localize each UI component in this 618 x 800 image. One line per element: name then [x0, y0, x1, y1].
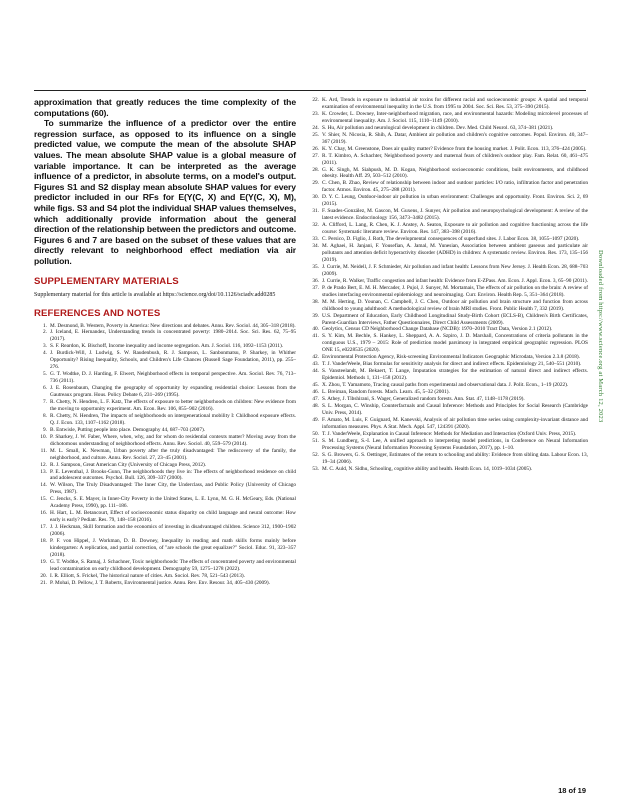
reference-text: U.S. Department of Education, Early Childhood Longitudinal Study-Birth Cohort (ECLS-B), Children's Birth Certificates, Parent-Guardian Interviews, Father Questionnaires, Direct Child Assessments (2009). [322, 312, 588, 326]
reference-item [306, 299, 588, 313]
reference-text: G. T. Wodtke, D. J. Harding, F. Elwert, Neighborhood effects in temporal perspective. Am. Sociol. Rev. 76, 713–736 (2011). [50, 371, 296, 385]
reference-number: 18. [40, 538, 47, 545]
reference-number: 8. [43, 412, 47, 419]
reference-text: S. L. Morgan, C. Winship, Counterfactuals and Causal Inference: Methods and Principles for Social Research (Cambridge Univ. Press, 2014). [322, 402, 588, 416]
reference-text: A. Clifford, L. Lang, R. Chen, K. J. Anstey, A. Seaton, Exposure to air pollution and cognitive functioning across the life course: Systematic literature review. Environ. Res. 147, 383–398 (2016). [322, 222, 588, 236]
reference-text: J. Burdick-Will, J. Ludwig, S. W. Raudenbush, R. J. Sampson, L. Sanbonmatsu, P. Sharkey, in Whither Opportunity? Rising Inequality, Schools, and Children's Life Chances (Russell Sage Foundation, 2011), pp. 255–276. [50, 350, 296, 371]
reference-item [306, 285, 588, 299]
reference-item [306, 368, 588, 382]
left-column [34, 97, 296, 587]
reference-item [306, 222, 588, 236]
reference-number: 35. [312, 263, 319, 270]
reference-number: 10. [40, 433, 47, 440]
reference-text: W. Wilson, The Truly Disadvantaged: The Inner City, the Underclass, and Public Policy (University of Chicago Press, 1987). [50, 482, 296, 496]
reference-number: 20. [40, 572, 47, 579]
reference-number: 53. [312, 465, 319, 472]
reference-number: 11. [40, 447, 47, 454]
reference-number: 28. [312, 166, 319, 173]
supplementary-text: Supplementary material for this article is available at https://science.org/doi/10.1126/sciadv.add0285 [34, 291, 276, 298]
reference-item [34, 399, 296, 413]
reference-item [306, 97, 588, 111]
reference-number: 5. [43, 371, 47, 378]
reference-number: 12. [40, 461, 47, 468]
reference-item [34, 343, 296, 350]
reference-item [306, 313, 588, 327]
reference-number: 47. [312, 395, 319, 402]
reference-item [34, 427, 296, 434]
reference-number: 32. [312, 222, 319, 229]
reference-item [306, 403, 588, 417]
reference-number: 31. [312, 208, 319, 215]
reference-item [34, 510, 296, 524]
reference-item [34, 323, 296, 330]
reference-number: 14. [40, 482, 47, 489]
reference-item [306, 180, 588, 194]
reference-number: 16. [40, 510, 47, 517]
reference-text: K. Ard, Trends in exposure to industrial air toxins for different racial and socioeconomic groups: A spatial and temporal examination of environmental inequality in the U.S. from 1995 to 2004. Soc. Sci. Res. 53, 375–390 (2015). [322, 97, 588, 110]
reference-item [306, 396, 588, 403]
reference-text: B. Entwisle, Putting people into place. Demography 44, 687–703 (2007). [50, 426, 206, 433]
reference-number: 23. [312, 110, 319, 117]
reference-number: 34. [312, 243, 319, 250]
reference-number: 1. [43, 322, 47, 329]
reference-number: 22. [312, 97, 319, 103]
reference-item [34, 448, 296, 462]
reference-text: D. Y. C. Leung, Outdoor-indoor air pollution in urban environment: Challenges and opportunity. Front. Environ. Sci. 2, 69 (2015). [322, 194, 588, 208]
reference-text: T. J. VanderWeele, Bias formulas for sensitivity analysis for direct and indirect effects. Epidemiology 21, 540–551 (2010). [322, 361, 582, 368]
reference-text: T. J. VanderWeele, Explanation in Causal Inference: Methods for Mediation and Interaction (Oxford Univ. Press, 2015). [322, 430, 577, 437]
reference-text: K. Y. Chay, M. Greenstone, Does air quality matter? Evidence from the housing market. J. Polit. Econ. 113, 376–424 (2005). [322, 145, 587, 152]
reference-item [34, 350, 296, 371]
reference-text: S. F. Reardon, K. Bischoff, Income inequality and income segregation. Am. J. Sociol. 116, 1092–1153 (2011). [50, 343, 284, 350]
reference-number: 3. [43, 343, 47, 350]
reference-text: Geolytics, Census CD Neighborhood Change Database (NCDB): 1970–2010 Tract Data, Version 2.1 (2012). [322, 326, 553, 333]
reference-text: I. R. Elliott, S. Frickel, The historical nature of cities. Am. Sociol. Rev. 78, 521–543 (2013). [50, 572, 245, 579]
download-sidebar [590, 250, 610, 500]
reference-item [306, 167, 588, 181]
reference-number: 48. [312, 402, 319, 409]
reference-number: 13. [40, 468, 47, 475]
reference-text: M. L. Small, K. Newman, Urban poverty after the truly disadvantaged: The rediscovery of the family, the neighborhood, and culture. Annu. Rev. Sociol. 27, 23–45 (2001). [50, 447, 296, 461]
paragraph-1: approximation that greatly reduces the time complexity of the computations (60). [34, 97, 296, 118]
reference-text: M. Aghaei, H. Janjani, F. Yousefian, A. Jamal, M. Yunesian, Association between ambient gaseous and particulate air pollutants and attention deficit hyperactivity disorder (ADHD) in children: A systematic review. Environ. Res. 173, 135–156 (2019). [322, 243, 588, 263]
reference-text: R. J. Sampson, Great American City (University of Chicago Press, 2012). [50, 461, 207, 468]
reference-number: 49. [312, 416, 319, 423]
reference-number: 26. [312, 145, 319, 152]
reference-number: 33. [312, 236, 319, 243]
reference-item [306, 236, 588, 243]
reference-number: 27. [312, 152, 319, 159]
references-list-right [306, 97, 588, 472]
reference-item [306, 389, 588, 396]
reference-text: P. Mohai, D. Pellow, J. T. Roberts, Environmental justice. Annu. Rev. Env. Resour. 34, 405–430 (2009). [50, 579, 270, 586]
reference-text: J. Currie, M. Neidell, J. F. Schmieder, Air pollution and infant health: Lessons from New Jersey. J. Health Econ. 28, 688–703 (2009). [322, 263, 588, 277]
reference-text: G. T. Wodtke, S. Ramaj, J. Schachner, Toxic neighborhoods: The effects of concentrated poverty and environmental lead contamination on early childhood development. Demography 59, 1275–1278 (2022). [50, 558, 296, 572]
reference-item [306, 264, 588, 278]
reference-text: S. Vansteelandt, M. Bekaert, T. Lange, Imputation strategies for the estimation of natural direct and indirect effects. Epidemiol. Methods 1, 131–158 (2012). [322, 368, 588, 382]
reference-text: M. Desmond, B. Western, Poverty in America: New directions and debates. Annu. Rev. Sociol. 44, 305–318 (2018). [50, 322, 296, 329]
reference-text: C. Jencks, S. E. Mayer, in Inner-City Poverty in the United States, L. E. Lynn, M. G. H. McGeary, Eds. (National Academy Press, 1990), pp. 111–186. [50, 496, 296, 510]
reference-number: 37. [312, 284, 319, 291]
reference-text: V. Shier, N. Nicosia, R. Shih, A. Datar, Ambient air pollution and children's cognitive outcomes. Popul. Environ. 40, 347–367 (2019). [322, 131, 588, 145]
reference-text: R. Chetty, N. Hendren, L. F. Katz, The effects of exposure to better neighborhoods on children: New evidence from the moving to opportunity experiment. Am. Econ. Rev. 106, 855–902 (2016). [50, 398, 296, 412]
reference-item [306, 382, 588, 389]
reference-text: R. Chetty, N. Hendren, The impacts of neighborhoods on intergenerational mobility I: Childhood exposure effects. Q. J. Econ. 133, 1107–1162 (2018). [50, 412, 296, 426]
reference-item [34, 580, 296, 587]
reference-number: 50. [312, 430, 319, 437]
reference-item [306, 146, 588, 153]
body-text [34, 97, 296, 267]
reference-number: 4. [43, 350, 47, 357]
reference-item [34, 385, 296, 399]
reference-number: 25. [312, 131, 319, 138]
reference-text: Environmental Protection Agency, Risk-screening Environmental Indicators Geographic Microdata, Version 2.3.8 (2018). [322, 354, 581, 361]
reference-item [306, 278, 588, 285]
reference-item [306, 153, 588, 167]
reference-number: 41. [312, 333, 319, 340]
reference-text: L. Breiman, Random forests. Mach. Learn. 45, 5–32 (2001). [322, 389, 450, 396]
reference-text: J. Currie, R. Walker, Traffic congestion and infant health: Evidence from E-ZPass. Am. Econ. J. Appl. Econ. 3, 65–90 (2011). [322, 277, 588, 284]
reference-item [34, 469, 296, 483]
reference-number: 6. [43, 385, 47, 392]
reference-text: P. Sharkey, J. W. Faber, Where, when, why, and for whom do residential contexts matter? Moving away from the dichotomous understanding of neighborhood effects. Annu. Rev. Sociol. 40, 559–579 (2014). [50, 433, 296, 447]
reference-number: 2. [43, 329, 47, 336]
reference-number: 38. [312, 298, 319, 305]
reference-text: M. M. Herting, D. Younan, C. Campbell, J. C. Chen, Outdoor air pollution and brain structure and function from across childhood to young adulthood: A methodological review of brain MRI studies. Front. Public Health 7, 332 (2019). [322, 298, 588, 312]
reference-item [306, 417, 588, 431]
reference-text: P. F. von Hippel, J. Workman, D. B. Downey, Inequality in reading and math skills forms mainly before kindergarten: A replication, and partial correction, of "are schools the great equalizer?" Sociol. Educ. 91, 323–357 (2018). [50, 538, 296, 558]
reference-text: M. C. Auld, N. Sidhu, Schooling, cognitive ability and health. Health Econ. 14, 1019–1034 (2005). [322, 465, 533, 472]
reference-number: 36. [312, 277, 319, 284]
reference-item [306, 452, 588, 466]
reference-number: 46. [312, 389, 319, 396]
reference-item [34, 482, 296, 496]
reference-text: J. E. Rosenbaum, Changing the geography of opportunity by expanding residential choice: Lessons from the Gautreaux program. Hous. Policy Debate 6, 231–269 (1995). [50, 385, 296, 399]
reference-number: 44. [312, 368, 319, 375]
supplementary-heading: SUPPLEMENTARY MATERIALS [34, 275, 179, 287]
references-heading: REFERENCES AND NOTES [34, 307, 161, 319]
reference-number: 19. [40, 558, 47, 565]
reference-text: J. J. Heckman, Skill formation and the economics of investing in disadvantaged children. Science 312, 1900–1902 (2006). [50, 524, 296, 538]
reference-item [306, 194, 588, 208]
reference-text: F. Suades-González, M. Gascon, M. Guxens, J. Sunyer, Air pollution and neuropsychological development: A review of the latest evidence. Endocrinology 156, 3473–3482 (2015). [322, 208, 588, 222]
reference-text: K. Crowder, L. Downey, Inter-neighborhood migration, race, and environmental hazards: Modeling microlevel processes of environmental inequality. Am. J. Sociol. 115, 1110–1149 (2010). [322, 110, 588, 124]
reference-number: 9. [43, 426, 47, 433]
reference-text: S. Y. Kim, M. Bechle, S. Hankey, L. Sheppard, A. A. Szpiro, J. D. Marshall, Concentrations of criteria pollutants in the contiguous U.S., 1979 – 2015: Role of prediction model parsimony in integrated empirical geographic regression. PLOS ONE 15, e0228535 (2020). [322, 333, 588, 354]
reference-item [34, 462, 296, 469]
reference-item [306, 431, 588, 438]
reference-number: 24. [312, 124, 319, 131]
reference-text: J. Iceland, E. Hernandez, Understanding trends in concentrated poverty: 1980–2014. Soc. Sci. Res. 62, 75–95 (2017). [50, 329, 296, 343]
reference-text: R. T. Kimbro, A. Schachter, Neighborhood poverty and maternal fears of children's outdoor play. Fam. Relat. 60, 461–475 (2011). [322, 152, 588, 166]
reference-item [34, 538, 296, 559]
reference-text: X. Zhou, T. Yamamoto, Tracing causal paths from experimental and observational data. J. Polit. Econ., 1–19 (2022). [322, 382, 569, 389]
reference-number: 15. [40, 496, 47, 503]
paragraph-2: To summarize the influence of a predictor over the entire regression surface, as opposed to its influence on a single predicted value, we compute the mean of the absolute SHAP values. The mean absolute SHAP value is a global measure of variable importance. It can be interpreted as the average influence of a predictor, in absolute terms, on a model's output. Figures S1 and S2 display mean absolute SHAP values for every predictor included in our RFs for E(Y(C, X) and E(Y(C, X), M), while figs. S3 and S4 plot the individual SHAP values themselves, which additionally provide information about the general direction of the relationship between the predictors and outcome. Figures 6 and 7 are based on the subset of these values that are directly relevant to neighborhood effect mediation via air pollution. [34, 118, 296, 266]
reference-text: P. E. Leventhal, J. Brooks-Gunn, The neighborhoods they live in: The effects of neighborhood residence on child and adolescent outcomes. Psychol. Bull. 126, 309–337 (2000). [50, 468, 296, 482]
top-rule [34, 90, 586, 91]
reference-item [34, 559, 296, 573]
reference-number: 45. [312, 382, 319, 389]
reference-item [34, 329, 296, 343]
download-notice[interactable]: Downloaded from https://www.science.org at March 12, 2023 [597, 250, 604, 423]
right-column [306, 97, 588, 472]
reference-text: S. M. Lundberg, S.-I. Lee, A unified approach to interpreting model predictions, in Conference on Neural Information Processing Systems (Neural Information Processing Systems Foundation, 2017), pp. 1–10. [322, 437, 588, 451]
reference-text: P. de Prado Bert, E. M. H. Mercader, J. Pujol, J. Sunyer, M. Mortamais, The effects of air pollution on the brain: A review of studies interfacing environmental epidemiology and neuroimaging. Curr. Environ. Health Rep. 5, 351–364 (2018). [322, 284, 588, 298]
reference-number: 43. [312, 361, 319, 368]
reference-text: S. Hu, Air pollution and neurological development in children. Dev. Med. Child Neurol. 63, 374–381 (2021). [322, 124, 554, 131]
reference-number: 7. [43, 398, 47, 405]
references-list-left [34, 323, 296, 587]
reference-item [34, 434, 296, 448]
reference-number: 30. [312, 194, 319, 201]
reference-item [306, 243, 588, 264]
reference-number: 42. [312, 354, 319, 361]
reference-item [34, 413, 296, 427]
reference-text: G. K. Singh, M. Siahpush, M. D. Kogan, Neighborhood socioeconomic conditions, built environments, and childhood obesity. Health Aff. 29, 503–512 (2010). [322, 166, 588, 180]
reference-item [34, 573, 296, 580]
reference-item [306, 208, 588, 222]
reference-item [306, 466, 588, 473]
reference-text: C. Persico, D. Figlio, J. Roth, The developmental consequences of superfund sites. J. Labor Econ. 38, 1055–1097 (2020). [322, 236, 580, 243]
reference-text: S. Athey, J. Tibshirani, S. Wager, Generalized random forests. Ann. Stat. 47, 1148–1178 (2019). [322, 395, 525, 402]
reference-number: 29. [312, 180, 319, 187]
reference-item [34, 371, 296, 385]
reference-item [306, 333, 588, 354]
reference-number: 21. [40, 579, 47, 586]
reference-number: 39. [312, 312, 319, 319]
reference-text: F. Amato, M. Luis, F. Guignard, M. Kanevski, Analysis of air pollution time series using complexity-invariant distance and information measures. Phys. A Stat. Mech. Appl. 547, 124391 (2020). [322, 416, 588, 430]
reference-item [306, 438, 588, 452]
reference-item [34, 524, 296, 538]
reference-item [34, 496, 296, 510]
reference-number: 40. [312, 326, 319, 333]
reference-item [306, 125, 588, 132]
reference-number: 52. [312, 451, 319, 458]
reference-text: H. Hart, L. M. Betancourt, Effect of socioeconomic status disparity on child language and neural outcome: How early is early? Pediatr. Res. 79, 148–158 (2016). [50, 510, 296, 524]
reference-item [306, 111, 588, 125]
reference-number: 51. [312, 437, 319, 444]
reference-number: 17. [40, 524, 47, 531]
reference-text: C. Chen, B. Zhao, Review of relationship between indoor and outdoor particles: I/O ratio, infiltration factor and penetration factor. Atmos. Environ. 45, 275–288 (2011). [322, 180, 588, 194]
page-number: 18 of 19 [558, 786, 586, 795]
reference-item [306, 132, 588, 146]
reference-text: S. G. Browers, G. S. Oettinger, Estimates of the return to schooling and ability: Evidence from sibling data. Labour Econ. 13, 19–34 (2006). [322, 451, 588, 465]
